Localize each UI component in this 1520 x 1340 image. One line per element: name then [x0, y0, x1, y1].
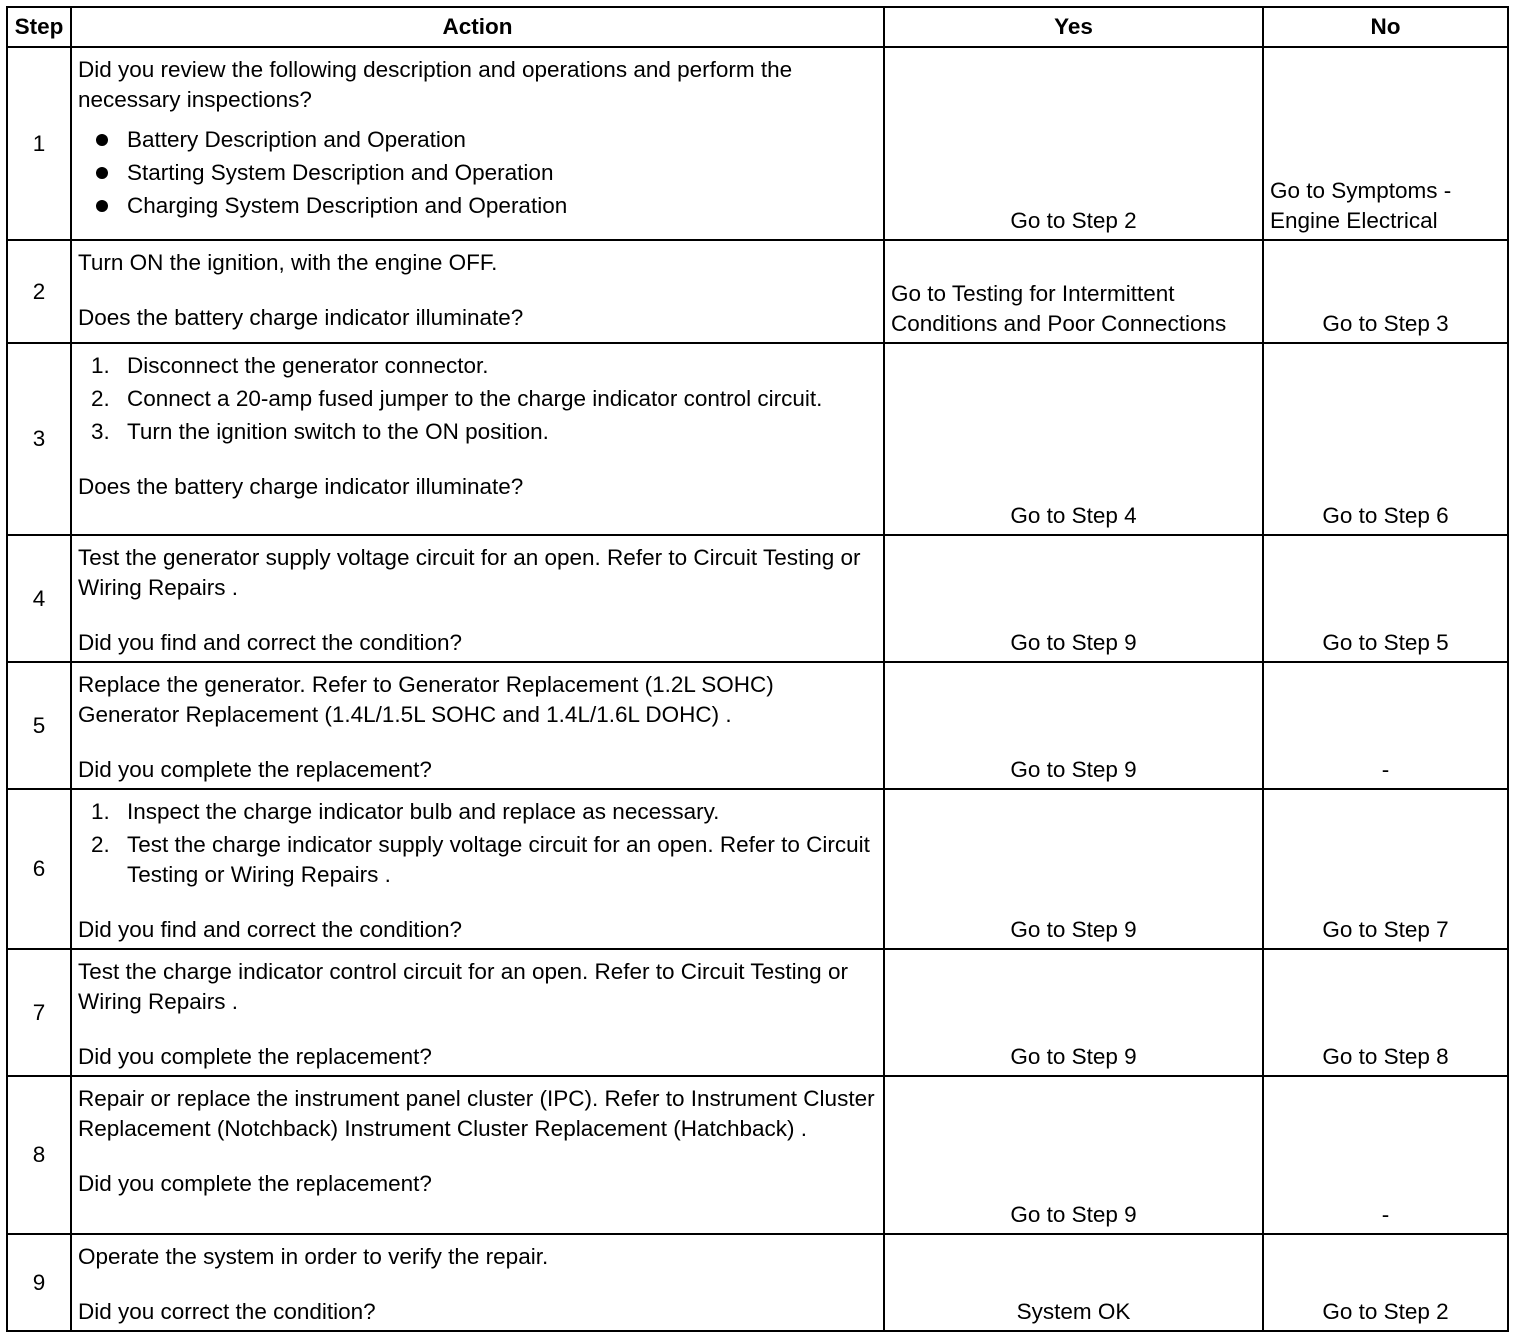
action-cell [71, 949, 884, 1076]
step-number: 7 [7, 949, 71, 1076]
no-cell: Go to Symptoms - Engine Electrical [1263, 47, 1508, 240]
action-question: Did you correct the condition? [78, 1299, 376, 1324]
list-item [78, 797, 877, 827]
action-question: Did you find and correct the condition? [78, 630, 462, 655]
list-text: Connect a 20-amp fused jumper to the charge indicator control circuit. [127, 386, 823, 411]
no-cell: - [1263, 1076, 1508, 1234]
action-question: Did you find and correct the condition? [78, 917, 462, 942]
action-instruction: Operate the system in order to verify the repair. [78, 1244, 549, 1269]
table-row [7, 1076, 1508, 1234]
step-number: 4 [7, 535, 71, 662]
no-cell: Go to Step 3 [1263, 240, 1508, 343]
action-question: Did you complete the replacement? [78, 1044, 432, 1069]
yes-cell: Go to Step 9 [884, 662, 1263, 789]
list-text: Turn the ignition switch to the ON position. [127, 419, 549, 444]
list-number: 3. [91, 419, 110, 444]
header-action: Action [71, 7, 884, 47]
action-question: Did you complete the replacement? [78, 757, 432, 782]
yes-cell: Go to Step 2 [884, 47, 1263, 240]
table-row [7, 47, 1508, 240]
step-number: 9 [7, 1234, 71, 1331]
list-number: 2. [91, 832, 110, 857]
yes-cell: Go to Step 9 [884, 1076, 1263, 1234]
step-number: 8 [7, 1076, 71, 1234]
table-row [7, 1234, 1508, 1331]
header-no: No [1263, 7, 1508, 47]
list-item [78, 351, 877, 381]
action-cell [71, 1076, 884, 1234]
yes-cell: Go to Testing for Intermittent Conditions and Poor Connections [884, 240, 1263, 343]
table-row [7, 662, 1508, 789]
action-question: Does the battery charge indicator illuminate? [78, 305, 524, 330]
no-cell: Go to Step 7 [1263, 789, 1508, 949]
bullet-item: Starting System Description and Operation [78, 156, 877, 189]
step-number: 1 [7, 47, 71, 240]
action-cell [71, 789, 884, 949]
no-cell: Go to Step 5 [1263, 535, 1508, 662]
action-cell [71, 47, 884, 240]
yes-cell: Go to Step 9 [884, 789, 1263, 949]
no-cell: Go to Step 8 [1263, 949, 1508, 1076]
no-cell: Go to Step 6 [1263, 343, 1508, 535]
list-number: 2. [91, 386, 110, 411]
table-row [7, 949, 1508, 1076]
action-instruction: Turn ON the ignition, with the engine OFF. [78, 250, 498, 275]
action-cell [71, 535, 884, 662]
yes-cell: Go to Step 9 [884, 535, 1263, 662]
numbered-list [78, 797, 877, 890]
step-number: 6 [7, 789, 71, 949]
action-cell [71, 662, 884, 789]
list-number: 1. [91, 799, 110, 824]
action-instruction: Test the charge indicator control circuit for an open. Refer to Circuit Testing or Wiring Repairs . [78, 959, 848, 1014]
step-number: 2 [7, 240, 71, 343]
step-number: 3 [7, 343, 71, 535]
step-number: 5 [7, 662, 71, 789]
bullet-item: Charging System Description and Operation [78, 189, 877, 222]
action-intro: Did you review the following description and operations and perform the necessary inspections? [78, 57, 793, 112]
list-item [78, 830, 877, 890]
action-instruction: Test the generator supply voltage circuit for an open. Refer to Circuit Testing or Wiring Repairs . [78, 545, 861, 600]
header-yes: Yes [884, 7, 1263, 47]
list-item [78, 417, 877, 447]
yes-cell: System OK [884, 1234, 1263, 1331]
bullet-list [78, 123, 877, 222]
action-instruction: Replace the generator. Refer to Generator Replacement (1.2L SOHC) Generator Replacement (1.4L/1.5L SOHC and 1.4L/1.6L DOHC) . [78, 672, 774, 727]
table-row [7, 535, 1508, 662]
action-cell [71, 1234, 884, 1331]
list-text: Disconnect the generator connector. [127, 353, 489, 378]
yes-cell: Go to Step 9 [884, 949, 1263, 1076]
table-row [7, 240, 1508, 343]
list-number: 1. [91, 353, 110, 378]
numbered-list [78, 351, 877, 447]
no-cell: - [1263, 662, 1508, 789]
diagnostic-table [6, 6, 1509, 1332]
action-question: Does the battery charge indicator illuminate? [78, 474, 524, 499]
action-question: Did you complete the replacement? [78, 1171, 432, 1196]
action-cell [71, 240, 884, 343]
list-text: Test the charge indicator supply voltage circuit for an open. Refer to Circuit Testing or Wiring Repairs . [127, 832, 870, 887]
list-item [78, 384, 877, 414]
yes-cell: Go to Step 4 [884, 343, 1263, 535]
bullet-item: Battery Description and Operation [78, 123, 877, 156]
header-step: Step [7, 7, 71, 47]
list-text: Inspect the charge indicator bulb and replace as necessary. [127, 799, 720, 824]
no-cell: Go to Step 2 [1263, 1234, 1508, 1331]
table-row [7, 343, 1508, 535]
table-row [7, 789, 1508, 949]
action-instruction: Repair or replace the instrument panel cluster (IPC). Refer to Instrument Cluster Replacement (Notchback) Instrument Cluster Replacement (Hatchback) . [78, 1086, 875, 1141]
header-row [7, 7, 1508, 47]
action-cell [71, 343, 884, 535]
